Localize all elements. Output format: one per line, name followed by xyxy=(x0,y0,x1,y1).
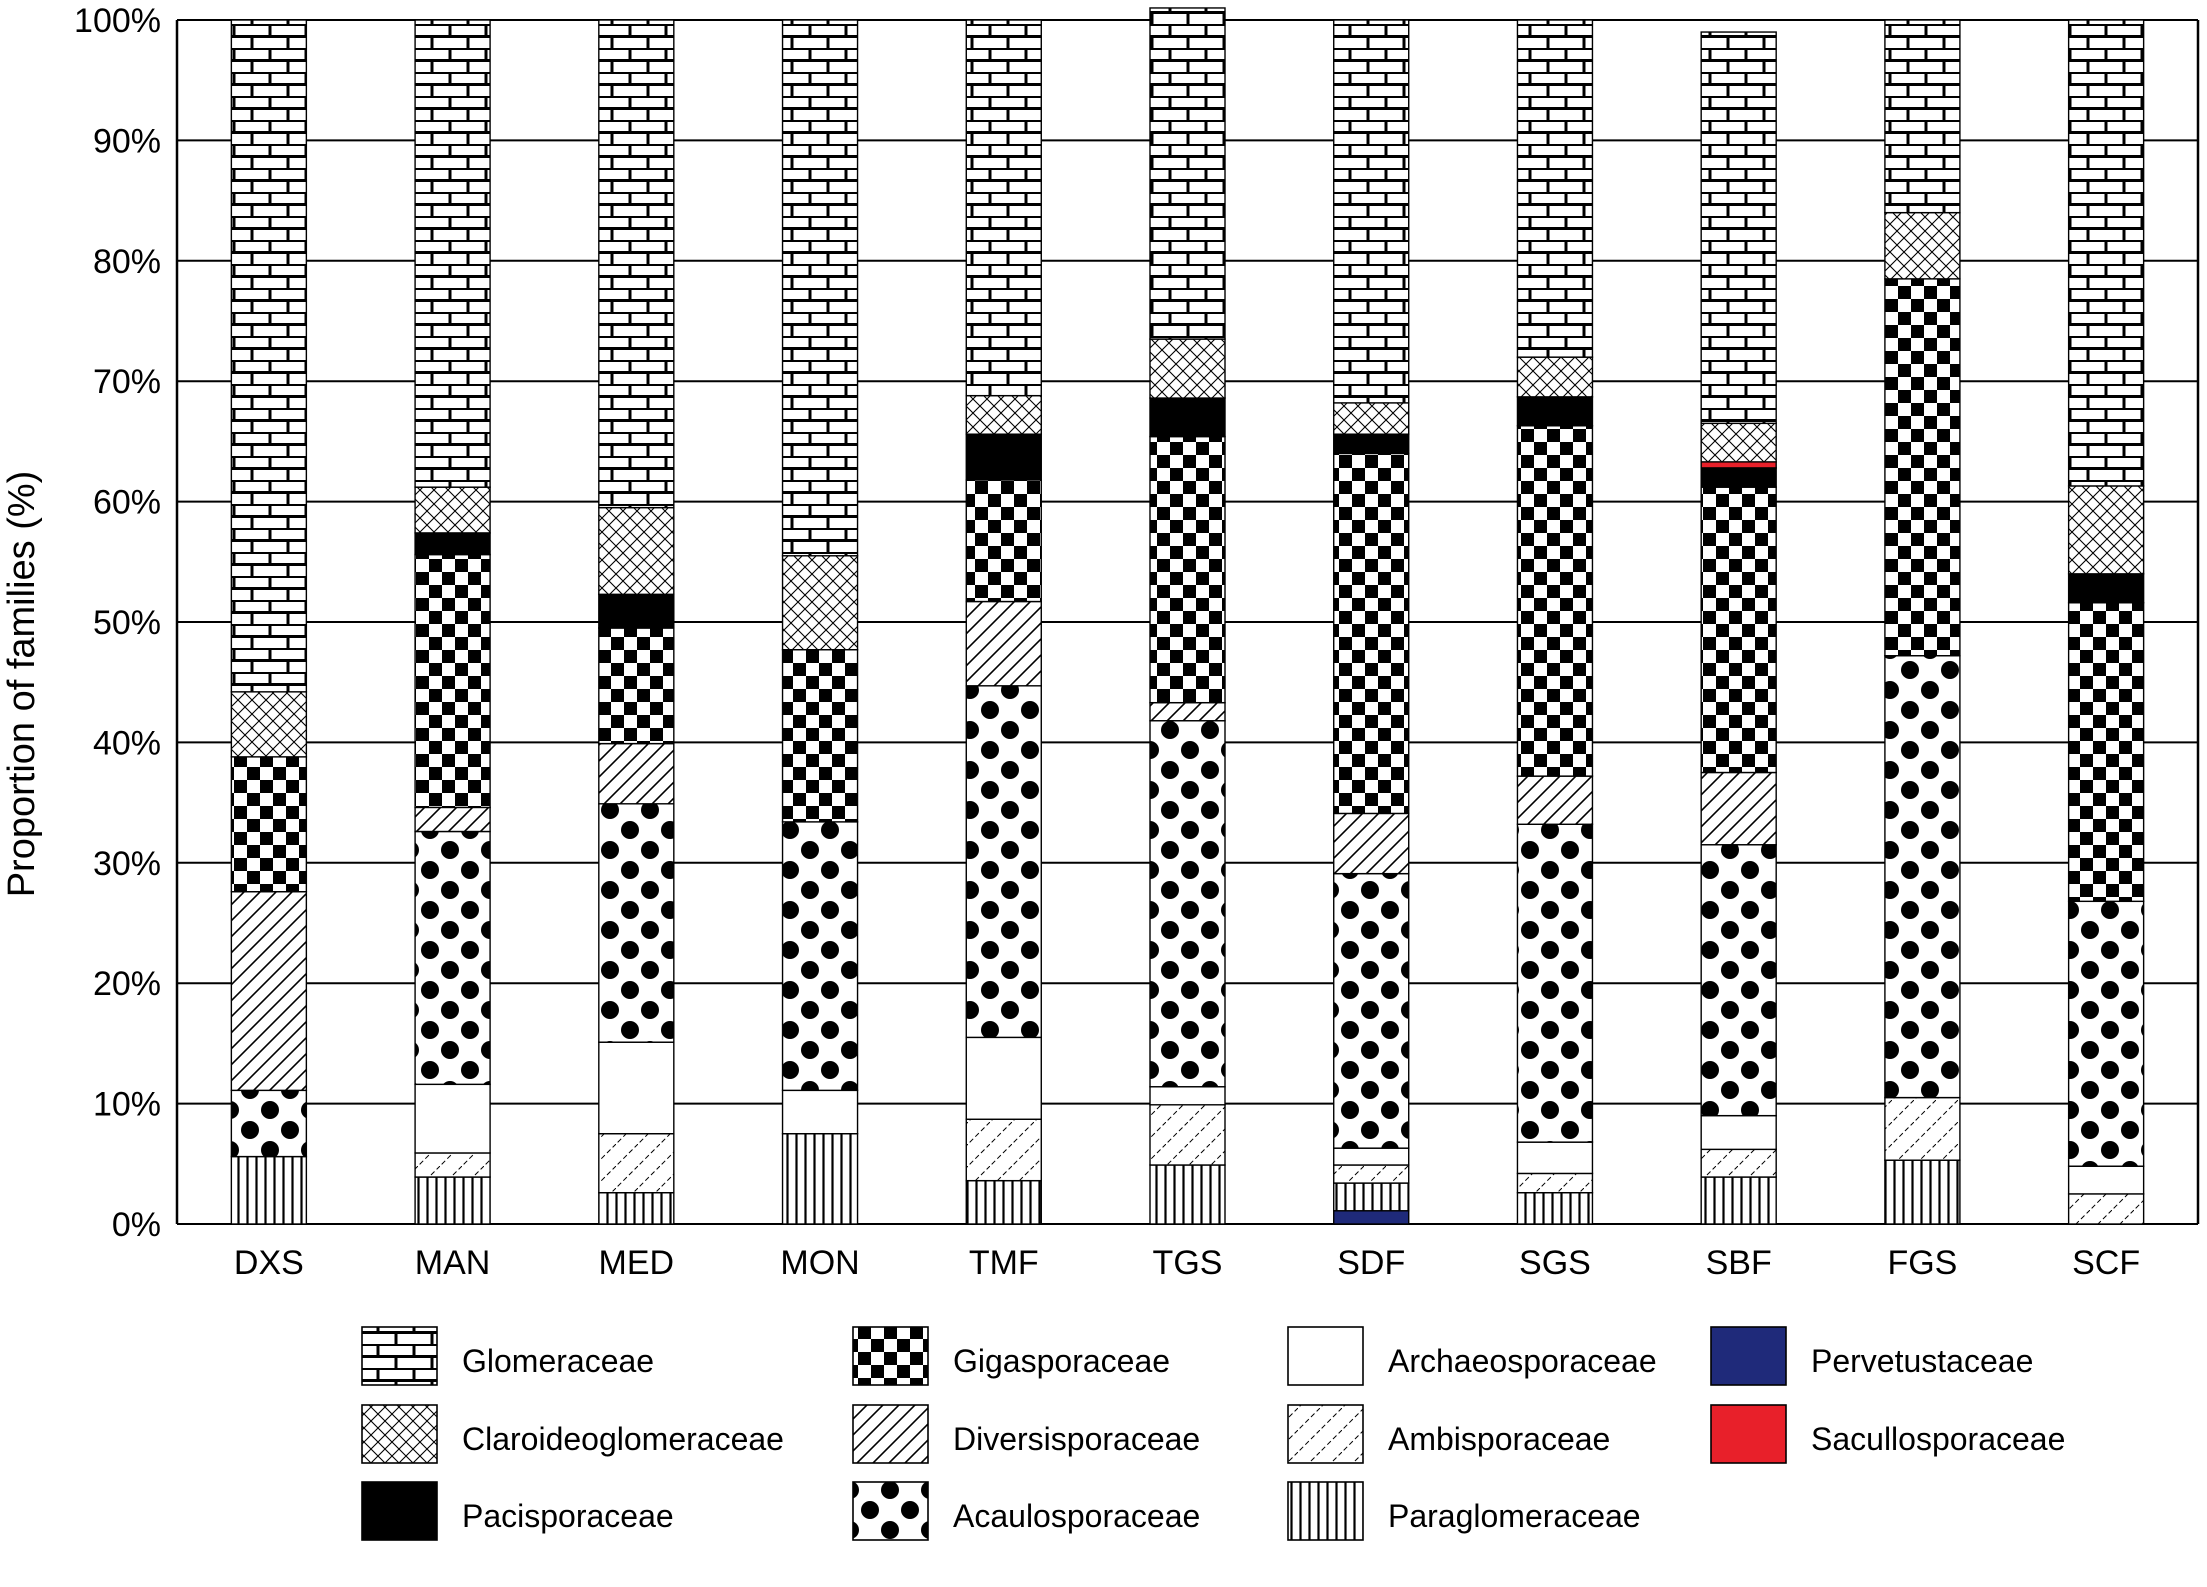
bar-segment-glomeraceae xyxy=(599,20,674,508)
bar-segment-pacisporaceae xyxy=(1517,397,1592,426)
bar-segment-paraglomeraceae xyxy=(966,1181,1041,1224)
bar-stack-sgs xyxy=(1517,20,1592,1224)
bar-segment-acaulosporaceae xyxy=(1334,874,1409,1149)
bar-segment-pacisporaceae xyxy=(415,533,490,555)
legend xyxy=(362,1327,2065,1540)
bar-segment-archaeosporaceae xyxy=(1701,1116,1776,1150)
legend-swatch xyxy=(362,1482,437,1540)
bar-stack-man xyxy=(415,20,490,1224)
bar-segment-gigasporaceae xyxy=(966,480,1041,602)
x-tick-label: TMF xyxy=(968,1244,1039,1282)
bar-segment-glomeraceae xyxy=(1150,8,1225,339)
bar-segment-acaulosporaceae xyxy=(1701,845,1776,1116)
bar-segment-sacullosporaceae xyxy=(1701,462,1776,468)
bar-segment-claroideoglomeraceae xyxy=(1885,213,1960,279)
bar-segment-diversisporaceae xyxy=(1517,776,1592,824)
bar-segment-ambisporaceae xyxy=(1885,1098,1960,1161)
legend-swatch xyxy=(1288,1327,1363,1385)
x-tick-label: TGS xyxy=(1152,1244,1223,1282)
bar-segment-acaulosporaceae xyxy=(1885,656,1960,1098)
bar-segment-claroideoglomeraceae xyxy=(1150,339,1225,398)
y-tick-label: 10% xyxy=(92,1085,161,1124)
y-tick-label: 60% xyxy=(92,483,161,522)
bar-segment-diversisporaceae xyxy=(599,744,674,804)
bar-segment-gigasporaceae xyxy=(1701,487,1776,772)
legend-item-gigasporaceae xyxy=(853,1327,1170,1385)
y-tick-label: 30% xyxy=(92,844,161,883)
legend-item-ambisporaceae xyxy=(1288,1405,1610,1463)
bar-segment-diversisporaceae xyxy=(415,807,490,831)
bar-segment-glomeraceae xyxy=(1517,20,1592,357)
bar-segment-acaulosporaceae xyxy=(966,686,1041,1038)
y-tick-label: 40% xyxy=(92,724,161,763)
legend-item-pervetustaceae xyxy=(1711,1327,2033,1385)
bars xyxy=(231,8,2143,1224)
legend-label: Glomeraceae xyxy=(462,1343,655,1379)
y-tick-label: 100% xyxy=(74,2,161,40)
legend-label: Ambisporaceae xyxy=(1388,1421,1611,1457)
legend-label: Paraglomeraceae xyxy=(1388,1498,1641,1534)
bar-segment-ambisporaceae xyxy=(1701,1149,1776,1177)
x-tick-label: SDF xyxy=(1337,1244,1406,1282)
bar-segment-diversisporaceae xyxy=(966,602,1041,686)
bar-segment-pacisporaceae xyxy=(1701,468,1776,487)
bar-segment-acaulosporaceae xyxy=(1517,824,1592,1142)
legend-item-sacullosporaceae xyxy=(1711,1405,2065,1463)
legend-item-claroideoglomeraceae xyxy=(362,1405,784,1463)
bar-segment-archaeosporaceae xyxy=(1334,1148,1409,1165)
x-tick-label: SGS xyxy=(1519,1244,1591,1282)
legend-label: Claroideoglomeraceae xyxy=(462,1421,784,1457)
bar-stack-tmf xyxy=(966,20,1041,1224)
y-tick-labels xyxy=(74,2,161,1244)
legend-label: Sacullosporaceae xyxy=(1811,1421,2066,1457)
bar-segment-archaeosporaceae xyxy=(599,1042,674,1134)
bar-segment-ambisporaceae xyxy=(415,1153,490,1177)
bar-segment-pacisporaceae xyxy=(2069,574,2144,603)
bar-segment-pacisporaceae xyxy=(1334,434,1409,453)
legend-label: Pervetustaceae xyxy=(1811,1343,2034,1379)
y-tick-label: 20% xyxy=(92,965,161,1004)
legend-swatch xyxy=(853,1405,928,1463)
x-tick-label: SCF xyxy=(2072,1244,2141,1282)
bar-stack-mon xyxy=(783,20,858,1224)
bar-segment-archaeosporaceae xyxy=(1517,1142,1592,1173)
bar-stack-sdf xyxy=(1334,20,1409,1224)
bar-segment-claroideoglomeraceae xyxy=(783,556,858,650)
bar-segment-glomeraceae xyxy=(1334,20,1409,403)
legend-label: Pacisporaceae xyxy=(462,1498,674,1534)
legend-label: Archaeosporaceae xyxy=(1388,1343,1657,1379)
legend-item-diversisporaceae xyxy=(853,1405,1200,1463)
bar-segment-claroideoglomeraceae xyxy=(415,487,490,533)
legend-swatch xyxy=(1711,1405,1786,1463)
legend-swatch xyxy=(1288,1405,1363,1463)
y-tick-label: 50% xyxy=(92,604,161,642)
bar-stack-sbf xyxy=(1701,32,1776,1224)
bar-segment-glomeraceae xyxy=(231,20,306,692)
bar-segment-gigasporaceae xyxy=(1517,426,1592,776)
y-tick-label: 70% xyxy=(92,363,161,402)
bar-segment-paraglomeraceae xyxy=(783,1134,858,1224)
bar-segment-claroideoglomeraceae xyxy=(599,508,674,595)
bar-stack-fgs xyxy=(1885,20,1960,1224)
x-category-labels xyxy=(234,1244,2140,1282)
bar-segment-archaeosporaceae xyxy=(966,1037,1041,1119)
legend-item-paraglomeraceae xyxy=(1288,1482,1641,1540)
bar-segment-ambisporaceae xyxy=(1334,1165,1409,1183)
bar-segment-diversisporaceae xyxy=(1150,703,1225,721)
bar-segment-ambisporaceae xyxy=(966,1119,1041,1180)
legend-item-pacisporaceae xyxy=(362,1482,674,1540)
bar-segment-paraglomeraceae xyxy=(1334,1183,1409,1211)
bar-segment-acaulosporaceae xyxy=(1150,721,1225,1087)
bar-segment-archaeosporaceae xyxy=(783,1090,858,1133)
y-tick-label: 0% xyxy=(111,1206,161,1244)
bar-segment-glomeraceae xyxy=(1885,20,1960,213)
legend-label: Acaulosporaceae xyxy=(953,1498,1201,1534)
bar-segment-glomeraceae xyxy=(966,20,1041,396)
y-tick-label: 90% xyxy=(92,122,161,161)
bar-segment-diversisporaceae xyxy=(1701,773,1776,845)
bar-segment-archaeosporaceae xyxy=(1150,1087,1225,1105)
bar-segment-gigasporaceae xyxy=(1150,437,1225,703)
bar-segment-paraglomeraceae xyxy=(1517,1193,1592,1224)
x-tick-label: FGS xyxy=(1887,1244,1958,1282)
x-tick-label: MON xyxy=(780,1244,860,1282)
bar-segment-acaulosporaceae xyxy=(415,831,490,1084)
bar-segment-acaulosporaceae xyxy=(231,1090,306,1156)
bar-segment-paraglomeraceae xyxy=(1150,1165,1225,1224)
bar-stack-scf xyxy=(2069,20,2144,1224)
bar-segment-paraglomeraceae xyxy=(599,1193,674,1224)
legend-label: Gigasporaceae xyxy=(953,1343,1171,1379)
legend-item-acaulosporaceae xyxy=(853,1482,1200,1540)
bar-segment-diversisporaceae xyxy=(231,892,306,1091)
legend-swatch xyxy=(1711,1327,1786,1385)
x-tick-label: SBF xyxy=(1705,1244,1772,1282)
bar-segment-glomeraceae xyxy=(1701,32,1776,423)
bar-segment-gigasporaceae xyxy=(783,650,858,822)
legend-swatch xyxy=(362,1327,437,1385)
bar-segment-claroideoglomeraceae xyxy=(1334,403,1409,434)
bar-segment-ambisporaceae xyxy=(599,1134,674,1193)
bar-segment-glomeraceae xyxy=(783,20,858,556)
bar-segment-paraglomeraceae xyxy=(415,1177,490,1224)
bar-segment-archaeosporaceae xyxy=(415,1084,490,1153)
bar-stack-dxs xyxy=(231,20,306,1224)
bar-segment-archaeosporaceae xyxy=(2069,1166,2144,1194)
bar-segment-gigasporaceae xyxy=(231,757,306,892)
bar-segment-claroideoglomeraceae xyxy=(231,692,306,757)
bar-segment-acaulosporaceae xyxy=(599,804,674,1042)
bar-segment-pervetustaceae xyxy=(1334,1211,1409,1224)
bar-segment-ambisporaceae xyxy=(2069,1194,2144,1224)
legend-label: Diversisporaceae xyxy=(953,1421,1201,1457)
y-tick-label: 80% xyxy=(92,242,161,281)
bar-segment-gigasporaceae xyxy=(1885,279,1960,656)
legend-swatch xyxy=(1288,1482,1363,1540)
x-tick-label: MED xyxy=(598,1244,675,1282)
bar-segment-glomeraceae xyxy=(2069,20,2144,486)
bar-segment-gigasporaceae xyxy=(2069,603,2144,902)
legend-swatch xyxy=(853,1482,928,1540)
bar-segment-paraglomeraceae xyxy=(1885,1160,1960,1224)
x-tick-label: MAN xyxy=(414,1244,491,1282)
bar-segment-pacisporaceae xyxy=(966,434,1041,480)
y-axis-label: Proportion of families (%) xyxy=(1,470,43,898)
bar-segment-acaulosporaceae xyxy=(2069,901,2144,1166)
bar-segment-acaulosporaceae xyxy=(783,822,858,1090)
bar-segment-gigasporaceae xyxy=(599,628,674,744)
bar-segment-diversisporaceae xyxy=(1334,813,1409,873)
bar-segment-pacisporaceae xyxy=(1150,398,1225,437)
bar-segment-gigasporaceae xyxy=(415,555,490,808)
bar-stack-tgs xyxy=(1150,8,1225,1224)
legend-item-archaeosporaceae xyxy=(1288,1327,1657,1385)
legend-swatch xyxy=(362,1405,437,1463)
bar-segment-claroideoglomeraceae xyxy=(966,396,1041,435)
bar-segment-gigasporaceae xyxy=(1334,453,1409,813)
x-tick-label: DXS xyxy=(233,1244,304,1282)
legend-swatch xyxy=(853,1327,928,1385)
bar-stack-med xyxy=(599,20,674,1224)
bar-segment-ambisporaceae xyxy=(1517,1173,1592,1192)
bar-segment-pacisporaceae xyxy=(599,594,674,628)
bar-segment-claroideoglomeraceae xyxy=(1517,357,1592,397)
legend-item-glomeraceae xyxy=(362,1327,654,1385)
bar-segment-glomeraceae xyxy=(415,20,490,487)
bar-segment-claroideoglomeraceae xyxy=(1701,423,1776,462)
bar-segment-ambisporaceae xyxy=(1150,1105,1225,1165)
bar-segment-paraglomeraceae xyxy=(1701,1177,1776,1224)
bar-segment-claroideoglomeraceae xyxy=(2069,486,2144,574)
bar-segment-paraglomeraceae xyxy=(231,1157,306,1224)
